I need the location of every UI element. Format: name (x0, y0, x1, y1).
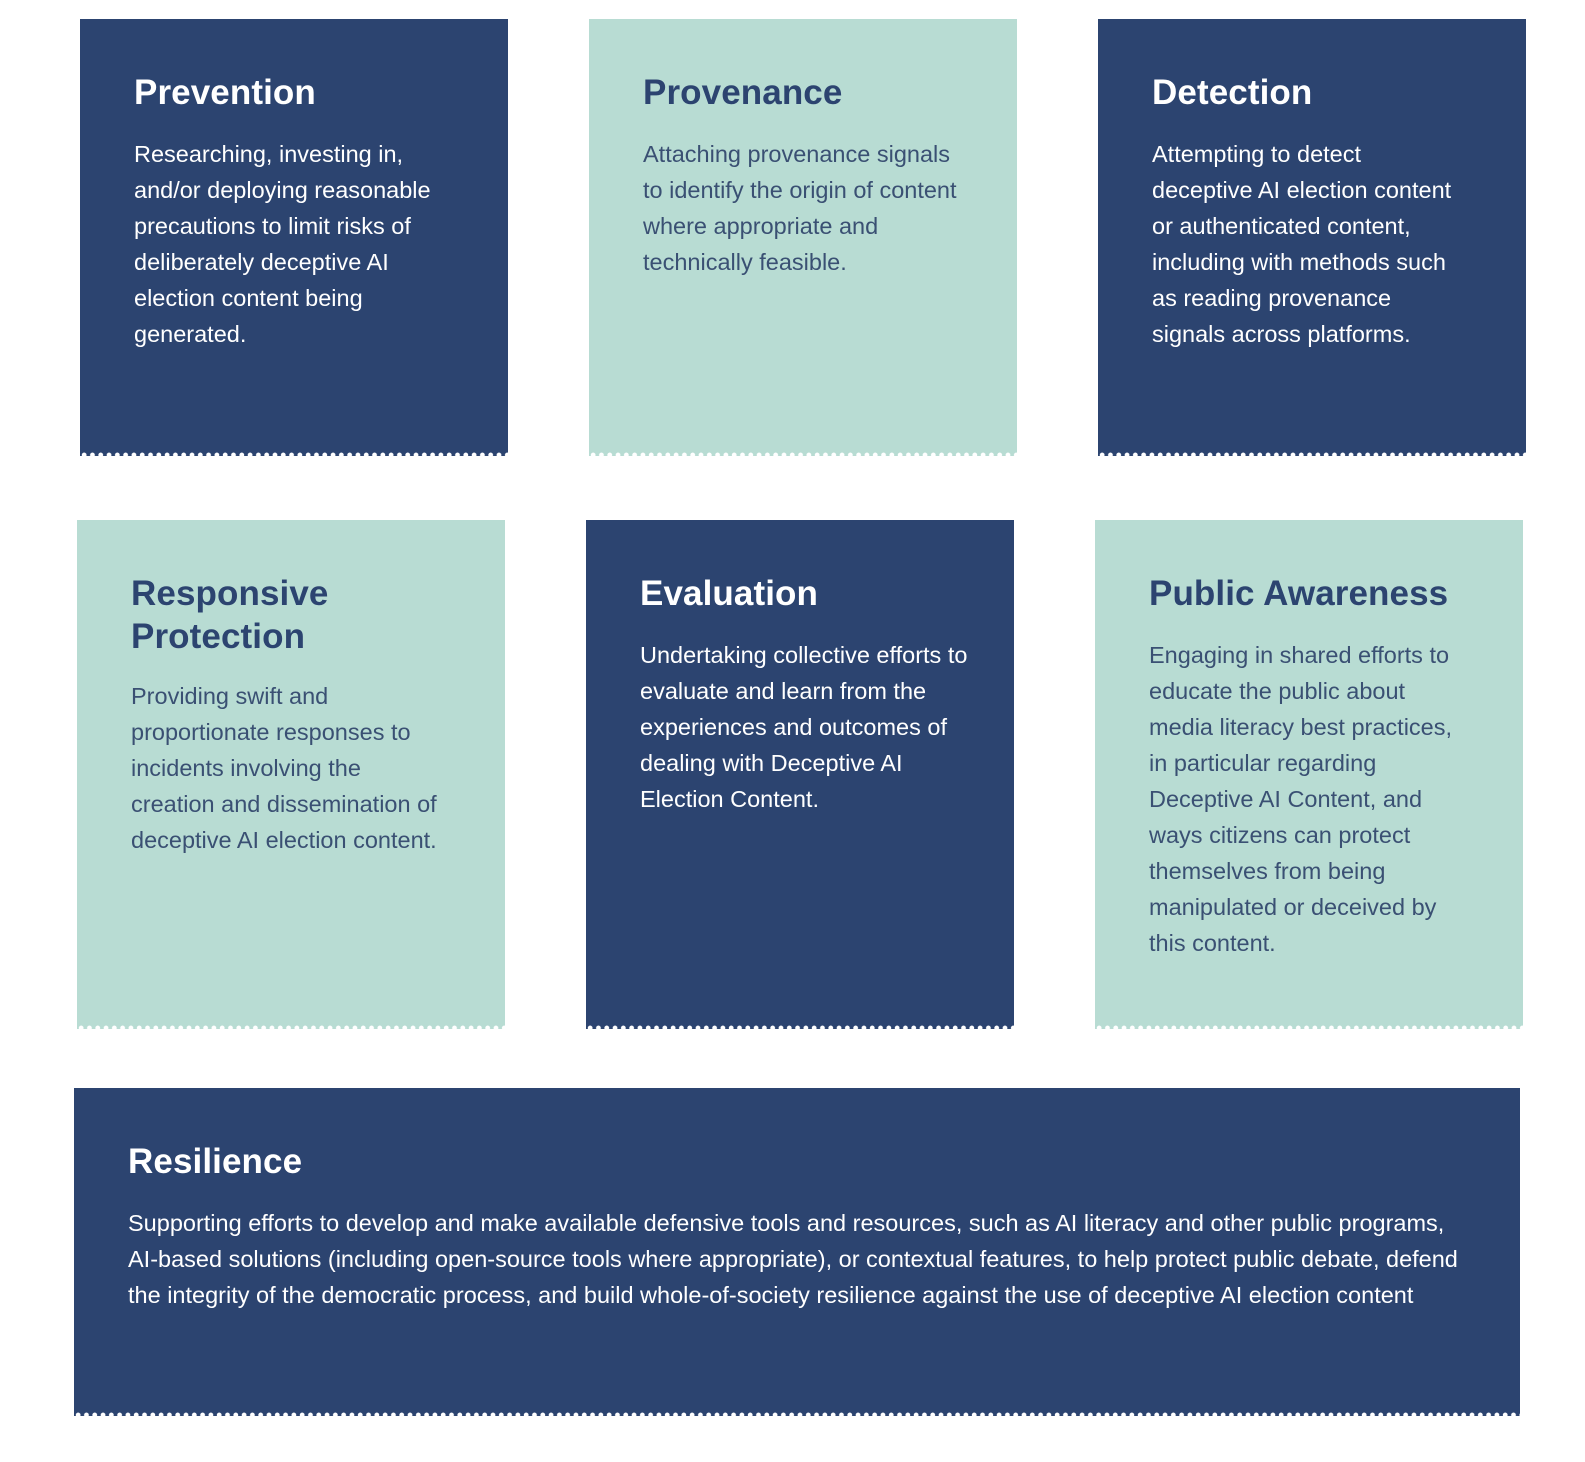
card-title: Evaluation (640, 574, 818, 613)
card-description: Supporting efforts to develop and make available defensive tools and resources, such as AI literacy and other public programs, AI-based solutions (including open-source tools where appropriate), or contextual features, to help protect public debate, defend the integrity of the democratic process, and build whole-of-society resilience against the use of deceptive AI election content (128, 1210, 1458, 1308)
card-content (1152, 71, 1466, 352)
card-content (640, 572, 969, 817)
card-content (134, 71, 458, 352)
card-provenance (589, 19, 1017, 456)
card-description: Providing swift and proportionate responses to incidents involving the creation and dissemination of deceptive AI election content. (131, 683, 437, 853)
card-content (128, 1140, 1460, 1313)
dotted-border (1098, 452, 1526, 458)
card-description: Undertaking collective efforts to evaluate and learn from the experiences and outcomes of dealing with Deceptive AI Election Content. (640, 642, 968, 812)
card-prevention (80, 19, 508, 456)
dotted-border (586, 1025, 1014, 1031)
card-title: Resilience (128, 1142, 303, 1181)
card-description: Researching, investing in, and/or deploying reasonable precautions to limit risks of deliberately deceptive AI election content being generated. (134, 141, 431, 347)
dotted-border (80, 452, 508, 458)
card-responsive-protection (77, 520, 505, 1029)
card-content (643, 71, 962, 280)
card-content (1149, 572, 1465, 961)
card-content (131, 572, 437, 858)
card-title: Detection (1152, 73, 1313, 112)
dotted-border (1095, 1025, 1523, 1031)
card-title: Responsive Protection (131, 574, 329, 656)
dotted-border (77, 1025, 505, 1031)
card-description: Attempting to detect deceptive AI election content or authenticated content, including with methods such as reading provenance signals across platforms. (1152, 141, 1452, 347)
dotted-border (589, 452, 1017, 458)
card-resilience (74, 1088, 1520, 1416)
card-title: Provenance (643, 73, 843, 112)
card-detection (1098, 19, 1526, 456)
card-evaluation (586, 520, 1014, 1029)
dotted-border (74, 1412, 1520, 1418)
card-title: Prevention (134, 73, 316, 112)
card-public-awareness (1095, 520, 1523, 1029)
card-description: Attaching provenance signals to identify the origin of content where appropriate and technically feasible. (643, 141, 957, 275)
card-description: Engaging in shared efforts to educate the public about media literacy best practices, in particular regarding Deceptive AI Content, and ways citizens can protect themselves from being manipulated or deceived by this content. (1149, 642, 1453, 956)
card-title: Public Awareness (1149, 574, 1449, 613)
